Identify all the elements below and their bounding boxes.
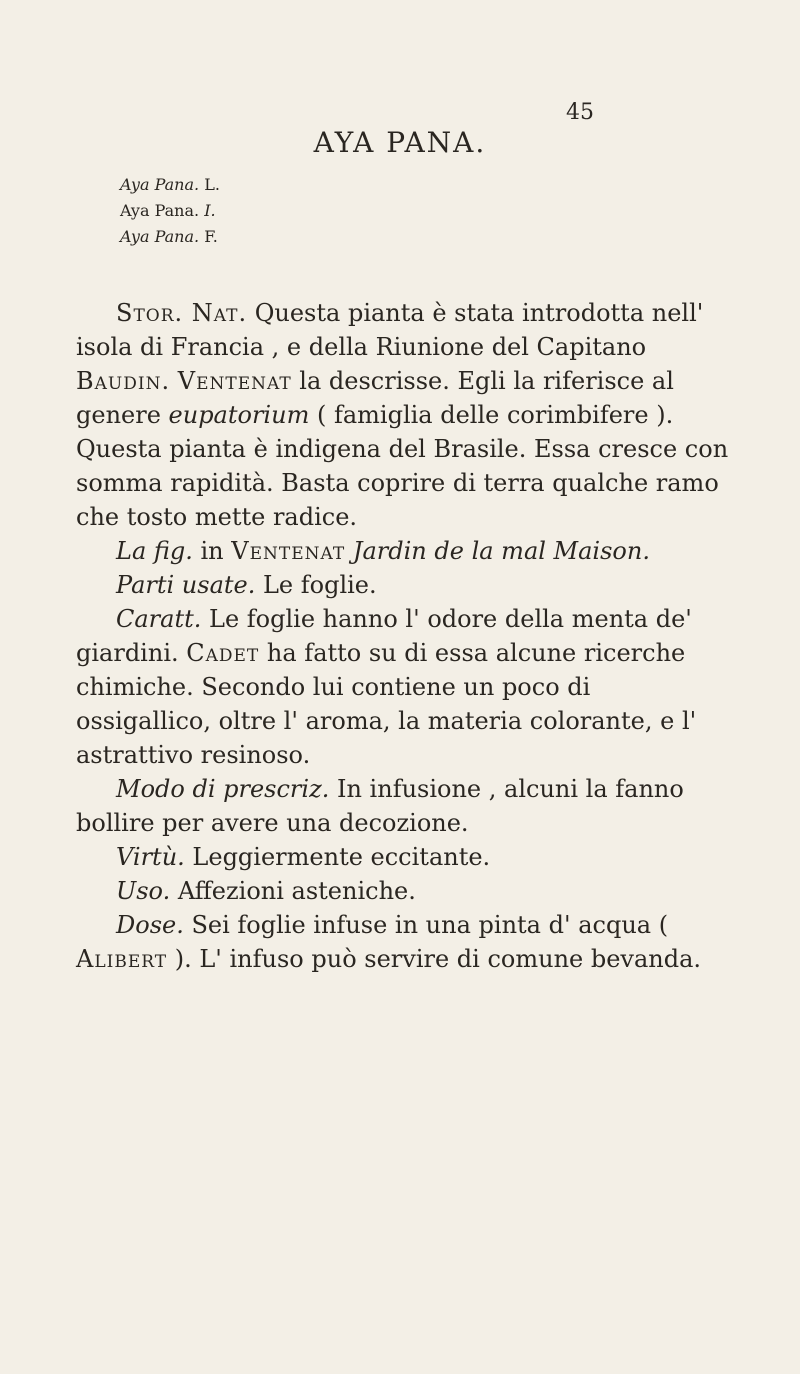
section-label: La fig. (116, 537, 193, 565)
paragraph-la-fig (76, 534, 730, 568)
work-title: Jardin de la mal Maison. (352, 537, 650, 565)
paragraph-text: Questa pianta è stata introdotta nell' isola di Francia , e della Riunione del Capitano (76, 299, 704, 361)
entry-body (76, 296, 730, 976)
synonym-author: F. (204, 227, 218, 246)
section-label: Virtù. (116, 843, 185, 871)
paragraph-text: la descrisse. Egli la riferisce al genere (76, 367, 674, 429)
section-label: Modo di prescriz. (116, 775, 330, 803)
paragraph-text: In infusione , alcuni la fanno bollire per avere una decozione. (76, 775, 684, 837)
person-name: Cadet (186, 639, 260, 667)
paragraph-virtu (76, 840, 730, 874)
paragraph-text: in (192, 537, 232, 565)
synonym-list (120, 172, 220, 250)
paragraph-text (345, 537, 353, 565)
synonym-name: Aya Pana. (120, 227, 200, 246)
paragraph-text: Leggiermente eccitante. (184, 843, 491, 871)
paragraph-text: Affezioni asteniche. (170, 877, 416, 905)
person-name: Ventenat (231, 537, 346, 565)
section-label: Caratt. (116, 605, 202, 633)
synonym-name: Aya Pana. (120, 175, 200, 194)
paragraph-uso (76, 874, 730, 908)
person-name: Alibert (76, 945, 168, 973)
synonym-author: L. (204, 175, 220, 194)
page-number: 45 (566, 100, 594, 125)
synonym-entry (120, 198, 220, 224)
section-label: Dose. (116, 911, 184, 939)
paragraph-text (170, 367, 178, 395)
section-label: Stor. Nat. (116, 299, 248, 327)
section-label: Uso. (116, 877, 171, 905)
paragraph-modo (76, 772, 730, 840)
entry-title: AYA PANA. (313, 126, 487, 159)
paragraph-text: Sei foglie infuse in una pinta d' acqua ( (183, 911, 669, 939)
person-name: Baudin. (76, 367, 171, 395)
paragraph-text: ha fatto su di essa alcune ricerche chimiche. Secondo lui contiene un poco di ossigallico, oltre l' aroma, la materia colorante, e l' astrattivo resinoso. (76, 639, 697, 769)
paragraph-dose (76, 908, 730, 976)
section-label: Parti usate. (116, 571, 256, 599)
paragraph-caratt (76, 602, 730, 772)
synonym-author: I. (204, 201, 216, 220)
paragraph-text: ( famiglia delle corimbifere ). Questa pianta è indigena del Brasile. Essa cresce con somma rapidità. Basta coprire di terra qualche ramo che tosto mette radice. (76, 401, 729, 531)
synonym-name: Aya Pana. (120, 201, 200, 220)
paragraph-parti-usate (76, 568, 730, 602)
genus-name: eupatorium (168, 401, 310, 429)
paragraph-text: ). L' infuso può servire di comune bevanda. (167, 945, 702, 973)
person-name: Ventenat (177, 367, 292, 395)
paragraph-text: Le foglie. (255, 571, 377, 599)
synonym-entry (120, 172, 220, 198)
synonym-entry (120, 224, 220, 250)
paragraph-stor-nat (76, 296, 730, 534)
paragraph-text: Le foglie hanno l' odore della menta de' giardini. (76, 605, 692, 667)
